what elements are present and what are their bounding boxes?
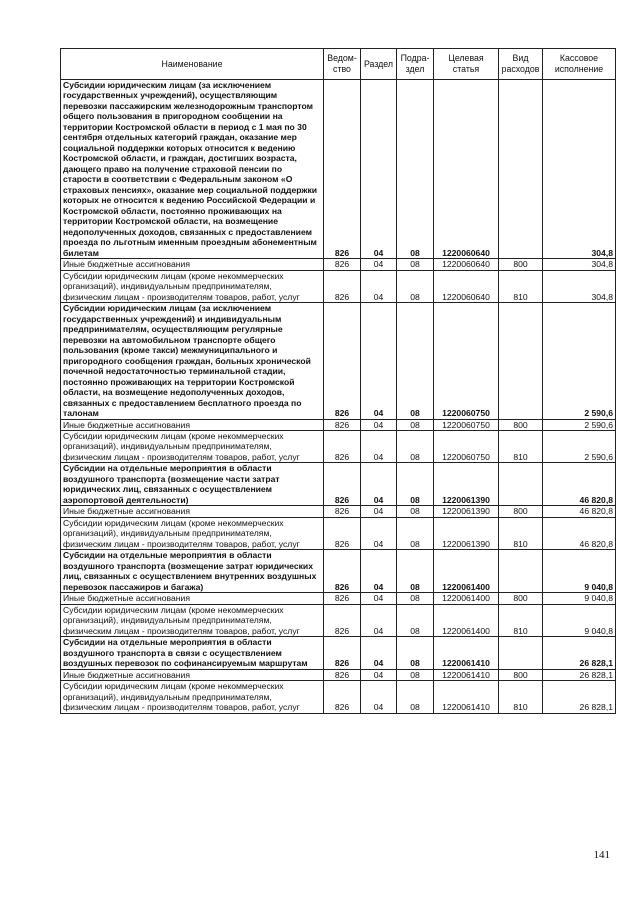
cell-celevaya-statya: 1220060750 xyxy=(434,303,499,419)
cell-vid-rashodov xyxy=(499,550,543,593)
cell-celevaya-statya: 1220061400 xyxy=(434,550,499,593)
cell-vedomstvo: 826 xyxy=(324,637,361,669)
cell-kassovoe-ispolnenie: 46 820,8 xyxy=(543,517,616,549)
cell-podrazdel: 08 xyxy=(397,604,434,636)
table-row xyxy=(61,669,616,680)
cell-vedomstvo: 826 xyxy=(324,463,361,506)
cell-razdel: 04 xyxy=(361,550,397,593)
budget-table xyxy=(60,48,616,714)
cell-kassovoe-ispolnenie: 304,8 xyxy=(543,259,616,270)
cell-razdel: 04 xyxy=(361,681,397,713)
cell-celevaya-statya: 1220061410 xyxy=(434,681,499,713)
cell-vedomstvo: 826 xyxy=(324,259,361,270)
table-row xyxy=(61,593,616,604)
cell-name: Иные бюджетные ассигнования xyxy=(61,669,324,680)
cell-razdel: 04 xyxy=(361,303,397,419)
cell-celevaya-statya: 1220060750 xyxy=(434,419,499,430)
cell-name: Иные бюджетные ассигнования xyxy=(61,506,324,517)
cell-podrazdel: 08 xyxy=(397,419,434,430)
cell-podrazdel: 08 xyxy=(397,430,434,462)
cell-vid-rashodov: 800 xyxy=(499,669,543,680)
cell-vedomstvo: 826 xyxy=(324,270,361,302)
table-row xyxy=(61,517,616,549)
cell-razdel: 04 xyxy=(361,80,397,259)
cell-vid-rashodov: 810 xyxy=(499,604,543,636)
cell-vedomstvo: 826 xyxy=(324,506,361,517)
cell-kassovoe-ispolnenie: 26 828,1 xyxy=(543,637,616,669)
cell-vedomstvo: 826 xyxy=(324,419,361,430)
header-vid-rashodov: Вид расходов xyxy=(499,49,543,80)
cell-celevaya-statya: 1220060640 xyxy=(434,259,499,270)
cell-podrazdel: 08 xyxy=(397,270,434,302)
cell-vid-rashodov: 800 xyxy=(499,593,543,604)
cell-celevaya-statya: 1220060640 xyxy=(434,270,499,302)
cell-celevaya-statya: 1220060750 xyxy=(434,430,499,462)
header-celevaya-statya: Целевая статья xyxy=(434,49,499,80)
cell-name: Субсидии на отдельные мероприятия в области воздушного транспорта (возмещение части затрат юридических лиц, связанных с осуществлением аэропортовой деятельности) xyxy=(61,463,324,506)
cell-razdel: 04 xyxy=(361,637,397,669)
cell-vid-rashodov xyxy=(499,463,543,506)
cell-kassovoe-ispolnenie: 2 590,6 xyxy=(543,419,616,430)
cell-razdel: 04 xyxy=(361,259,397,270)
cell-kassovoe-ispolnenie: 26 828,1 xyxy=(543,681,616,713)
cell-vedomstvo: 826 xyxy=(324,669,361,680)
table-row xyxy=(61,303,616,419)
table-row xyxy=(61,637,616,669)
cell-razdel: 04 xyxy=(361,669,397,680)
cell-celevaya-statya: 1220060640 xyxy=(434,80,499,259)
cell-name: Субсидии на отдельные мероприятия в области воздушного транспорта (возмещение затрат юридических лиц, связанных с осуществлением внутренних воздушных перевозок пассажиров и багажа) xyxy=(61,550,324,593)
cell-celevaya-statya: 1220061410 xyxy=(434,669,499,680)
cell-kassovoe-ispolnenie: 304,8 xyxy=(543,80,616,259)
cell-razdel: 04 xyxy=(361,270,397,302)
cell-vedomstvo: 826 xyxy=(324,517,361,549)
cell-razdel: 04 xyxy=(361,419,397,430)
table-row xyxy=(61,681,616,713)
cell-name: Субсидии юридическим лицам (кроме некоммерческих организаций), индивидуальным предпринимателям, физическим лицам - производителям товаров, работ, услуг xyxy=(61,270,324,302)
cell-name: Субсидии юридическим лицам (кроме некоммерческих организаций), индивидуальным предпринимателям, физическим лицам - производителям товаров, работ, услуг xyxy=(61,430,324,462)
cell-vid-rashodov xyxy=(499,303,543,419)
cell-name: Иные бюджетные ассигнования xyxy=(61,259,324,270)
cell-celevaya-statya: 1220061390 xyxy=(434,506,499,517)
cell-kassovoe-ispolnenie: 9 040,8 xyxy=(543,604,616,636)
cell-name: Субсидии юридическим лицам (кроме некоммерческих организаций), индивидуальным предпринимателям, физическим лицам - производителям товаров, работ, услуг xyxy=(61,604,324,636)
header-podrazdel: Подра-здел xyxy=(397,49,434,80)
cell-celevaya-statya: 1220061410 xyxy=(434,637,499,669)
cell-kassovoe-ispolnenie: 2 590,6 xyxy=(543,430,616,462)
cell-vid-rashodov: 810 xyxy=(499,681,543,713)
cell-vedomstvo: 826 xyxy=(324,550,361,593)
cell-name: Субсидии юридическим лицам (за исключением государственных учреждений), осуществляющим перевозки пассажирским железнодорожным транспортом общего пользования в пригородном сообщении на территории Костромской области в период с 1 мая по 30 сентября отдельных категорий граждан, оказание мер социальной поддержки которых относится к ведению Костромской области, и граждан, достигших возраста, дающего право на получение страховой пенсии по старости в соответствии с Федеральным законом «О страховых пенсиях», оказание мер социальной поддержки которых не относится к ведению Российской Федерации и Костромской области, постоянно проживающих на территории Костромской области, на возмещение недополученных доходов, связанных с предоставлением проезда по льготным именным проездным абонементным билетам xyxy=(61,80,324,259)
cell-razdel: 04 xyxy=(361,604,397,636)
cell-vid-rashodov: 800 xyxy=(499,259,543,270)
cell-vid-rashodov: 800 xyxy=(499,419,543,430)
cell-razdel: 04 xyxy=(361,430,397,462)
cell-name: Субсидии на отдельные мероприятия в области воздушного транспорта в связи с осуществлением воздушных перевозок по софинансируемым маршрутам xyxy=(61,637,324,669)
cell-celevaya-statya: 1220061390 xyxy=(434,463,499,506)
cell-podrazdel: 08 xyxy=(397,80,434,259)
cell-podrazdel: 08 xyxy=(397,550,434,593)
cell-podrazdel: 08 xyxy=(397,506,434,517)
cell-vid-rashodov: 810 xyxy=(499,517,543,549)
cell-vedomstvo: 826 xyxy=(324,80,361,259)
cell-name: Иные бюджетные ассигнования xyxy=(61,419,324,430)
cell-podrazdel: 08 xyxy=(397,681,434,713)
cell-podrazdel: 08 xyxy=(397,593,434,604)
cell-name: Иные бюджетные ассигнования xyxy=(61,593,324,604)
table-row xyxy=(61,463,616,506)
cell-podrazdel: 08 xyxy=(397,463,434,506)
header-name: Наименование xyxy=(61,49,324,80)
cell-kassovoe-ispolnenie: 9 040,8 xyxy=(543,593,616,604)
cell-kassovoe-ispolnenie: 46 820,8 xyxy=(543,463,616,506)
cell-kassovoe-ispolnenie: 2 590,6 xyxy=(543,303,616,419)
cell-podrazdel: 08 xyxy=(397,637,434,669)
table-row xyxy=(61,270,616,302)
table-body xyxy=(61,80,616,714)
cell-vid-rashodov xyxy=(499,80,543,259)
cell-name: Субсидии юридическим лицам (кроме некоммерческих организаций), индивидуальным предпринимателям, физическим лицам - производителям товаров, работ, услуг xyxy=(61,681,324,713)
cell-razdel: 04 xyxy=(361,506,397,517)
cell-podrazdel: 08 xyxy=(397,669,434,680)
cell-vid-rashodov: 800 xyxy=(499,506,543,517)
cell-kassovoe-ispolnenie: 304,8 xyxy=(543,270,616,302)
cell-name: Субсидии юридическим лицам (за исключением государственных учреждений) и индивидуальным предпринимателям, осуществляющим регулярные перевозки на автомобильном транспорте общего пользования (кроме такси) межмуниципального и пригородного сообщения граждан, больных хронической почечной недостаточностью терминальной стадии, постоянно проживающих на территории Костромской области, на возмещение недополученных доходов, связанных с предоставлением бесплатного проезда по талонам xyxy=(61,303,324,419)
cell-vedomstvo: 826 xyxy=(324,604,361,636)
page-number: 141 xyxy=(593,849,610,861)
cell-vedomstvo: 826 xyxy=(324,303,361,419)
cell-podrazdel: 08 xyxy=(397,517,434,549)
table-header-row xyxy=(61,49,616,80)
table-row xyxy=(61,506,616,517)
header-razdel: Раздел xyxy=(361,49,397,80)
cell-razdel: 04 xyxy=(361,517,397,549)
cell-kassovoe-ispolnenie: 26 828,1 xyxy=(543,669,616,680)
table-row xyxy=(61,259,616,270)
cell-celevaya-statya: 1220061400 xyxy=(434,604,499,636)
cell-vedomstvo: 826 xyxy=(324,681,361,713)
table-row xyxy=(61,430,616,462)
cell-celevaya-statya: 1220061390 xyxy=(434,517,499,549)
header-vedomstvo: Ведом-ство xyxy=(324,49,361,80)
cell-podrazdel: 08 xyxy=(397,259,434,270)
cell-vedomstvo: 826 xyxy=(324,593,361,604)
table-row xyxy=(61,80,616,259)
header-kassovoe-ispolnenie: Кассовое исполнение xyxy=(543,49,616,80)
cell-celevaya-statya: 1220061400 xyxy=(434,593,499,604)
table-row xyxy=(61,550,616,593)
cell-vid-rashodov: 810 xyxy=(499,430,543,462)
cell-vid-rashodov xyxy=(499,637,543,669)
table-row xyxy=(61,419,616,430)
cell-vid-rashodov: 810 xyxy=(499,270,543,302)
cell-kassovoe-ispolnenie: 9 040,8 xyxy=(543,550,616,593)
cell-podrazdel: 08 xyxy=(397,303,434,419)
cell-razdel: 04 xyxy=(361,463,397,506)
cell-name: Субсидии юридическим лицам (кроме некоммерческих организаций), индивидуальным предпринимателям, физическим лицам - производителям товаров, работ, услуг xyxy=(61,517,324,549)
cell-razdel: 04 xyxy=(361,593,397,604)
cell-vedomstvo: 826 xyxy=(324,430,361,462)
cell-kassovoe-ispolnenie: 46 820,8 xyxy=(543,506,616,517)
table-row xyxy=(61,604,616,636)
